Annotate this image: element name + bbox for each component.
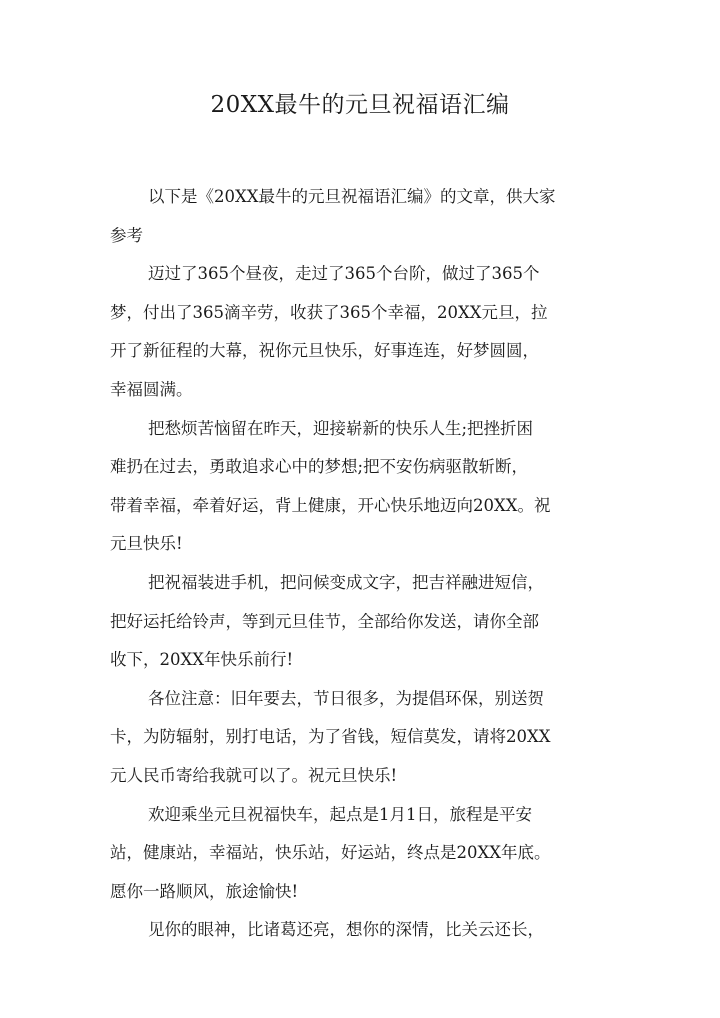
- paragraph-3-line-4: 元旦快乐!: [110, 534, 183, 554]
- paragraph-6-line-3: 愿你一路顺风，旅途愉快!: [110, 881, 299, 901]
- paragraph-4-line-2: 把好运托给铃声，等到元旦佳节，全部给你发送，请你全部: [110, 611, 539, 631]
- paragraph-6-line-1: 欢迎乘坐元旦祝福快车，起点是1月1日，旅程是平安: [148, 804, 532, 824]
- paragraph-2-line-4: 幸福圆满。: [110, 379, 193, 399]
- paragraph-4-line-1: 把祝福装进手机，把问候变成文字，把吉祥融进短信，: [148, 572, 544, 592]
- paragraph-2-line-3: 开了新征程的大幕，祝你元旦快乐，好事连连，好梦圆圆，: [110, 341, 539, 361]
- paragraph-2-line-2: 梦，付出了365滴辛劳，收获了365个幸福，20XX元旦，拉: [110, 302, 548, 322]
- paragraph-5-line-1: 各位注意：旧年要去，节日很多，为提倡环保，别送贺: [148, 688, 544, 708]
- paragraph-5-line-3: 元人民币寄给我就可以了。祝元旦快乐!: [110, 765, 398, 785]
- document-body: [110, 178, 614, 950]
- paragraph-1-line-2: 参考: [110, 225, 143, 245]
- paragraph-1-line-1: 以下是《20XX最牛的元旦祝福语汇编》的文章，供大家: [148, 187, 556, 206]
- paragraph-4-line-3: 收下，20XX年快乐前行!: [110, 650, 294, 670]
- paragraph-2-line-1: 迈过了365个昼夜，走过了365个台阶，做过了365个: [148, 264, 540, 284]
- paragraph-3-line-2: 难扔在过去，勇敢追求心中的梦想;把不安伤病驱散斩断，: [110, 457, 529, 477]
- paragraph-3-line-3: 带着幸福，牵着好运，背上健康，开心快乐地迈向20XX。祝: [110, 495, 551, 515]
- paragraph-6-line-2: 站，健康站，幸福站，快乐站，好运站，终点是20XX年底。: [110, 843, 551, 863]
- document-title: 20XX最牛的元旦祝福语汇编: [210, 92, 510, 118]
- paragraph-7-line-1: 见你的眼神，比诸葛还亮，想你的深情，比关云还长，: [148, 920, 544, 940]
- paragraph-3-line-1: 把愁烦苦恼留在昨天，迎接崭新的快乐人生;把挫折困: [148, 418, 534, 438]
- paragraph-5-line-2: 卡，为防辐射，别打电话，为了省钱，短信莫发，请将20XX: [110, 727, 551, 747]
